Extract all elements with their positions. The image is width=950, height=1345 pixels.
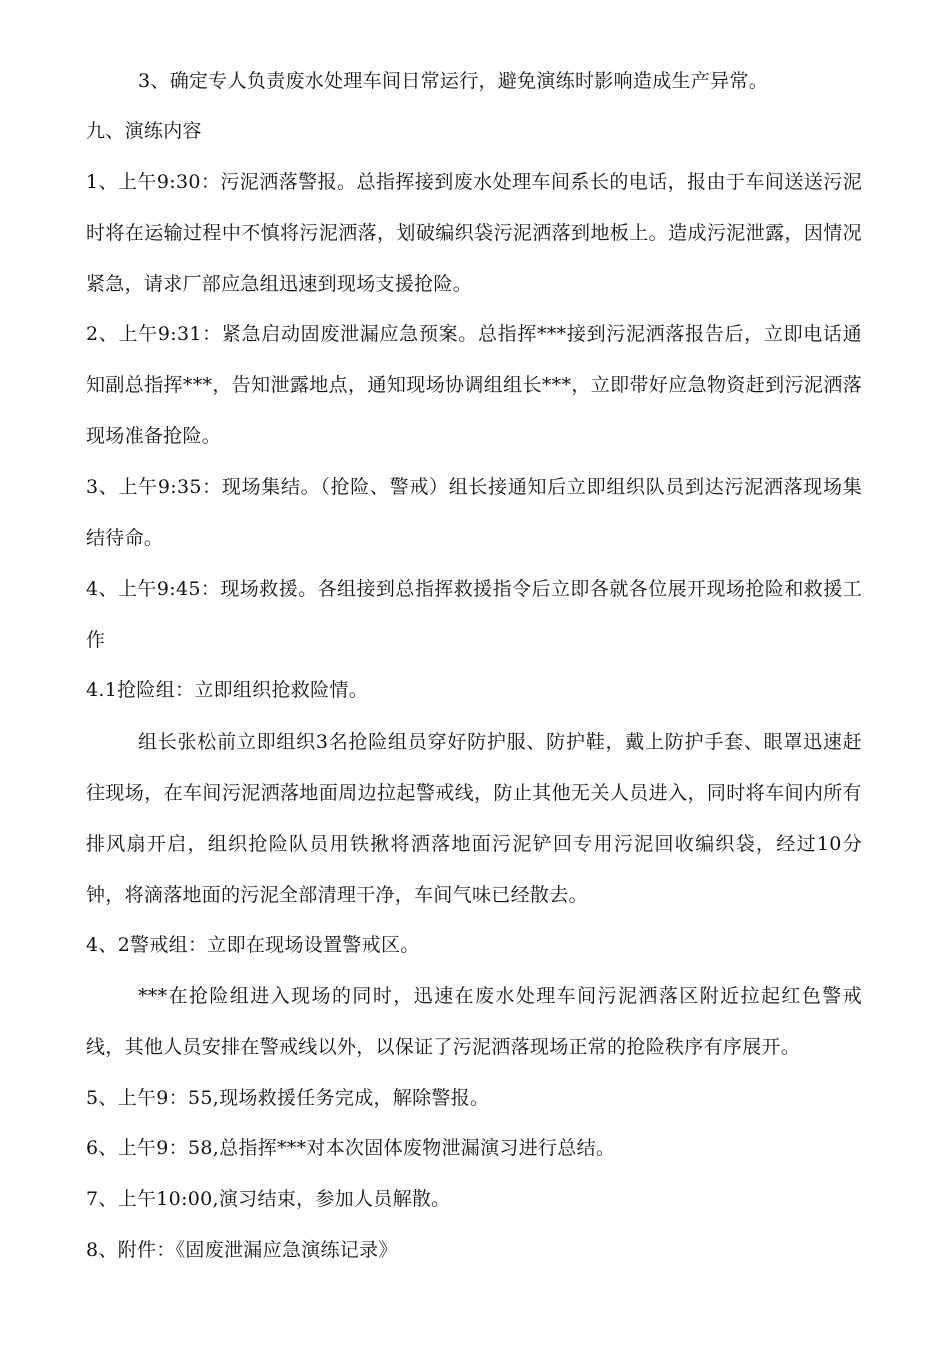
paragraph-item-2: 2、上午9:31：紧急启动固废泄漏应急预案。总指挥***接到污泥洒落报告后，立即电话通知副总指挥***，告知泄露地点，通知现场协调组组长***，立即带好应急物资赶到污泥洒落现场准备抢险。 [86,323,862,447]
paragraph-item-3: 3、上午9:35：现场集结。（抢险、警戒）组长接通知后立即组织队员到达污泥洒落现场集结待命。 [86,476,862,549]
paragraph-item-4: 4、上午9:45：现场救援。各组接到总指挥救援指令后立即各就各位展开现场抢险和救援工作 [86,578,862,651]
paragraph-item-5: 5、上午9：55,现场救援任务完成，解除警报。 [86,1087,490,1109]
paragraph-rescue-group-detail: 组长张松前立即组织3名抢险组员穿好防护服、防护鞋，戴上防护手套、眼罩迅速赶往现场，在车间污泥洒落地面周边拉起警戒线，防止其他无关人员进入，同时将车间内所有排风扇开启，组织抢险队员用铁揪将洒落地面污泥铲回专用污泥回收编织袋，经过10分钟，将滴落地面的污泥全部清理干净，车间气味已经散去。 [86,731,862,906]
paragraph-item-8-attachment: 8、附件：《固废泄漏应急演练记录》 [86,1239,398,1261]
paragraph-item-7: 7、上午10:00,演习结束，参加人员解散。 [86,1188,451,1210]
paragraph-alert-group-detail: ***在抢险组进入现场的同时，迅速在废水处理车间污泥洒落区附近拉起红色警戒线，其他人员安排在警戒线以外，以保证了污泥洒落现场正常的抢险秩序有序展开。 [86,985,862,1058]
subheading-alert-group: 4、2警戒组：立即在现场设置警戒区。 [86,934,420,956]
paragraph-ensure-staff: 3、确定专人负责废水处理车间日常运行，避免演练时影响造成生产异常。 [138,70,768,92]
section-heading-drill-content: 九、演练内容 [86,120,202,142]
subheading-rescue-group: 4.1抢险组：立即组织抢救险情。 [86,679,369,701]
paragraph-item-1: 1、上午9:30：污泥洒落警报。总指挥接到废水处理车间系长的电话，报由于车间送送污泥时将在运输过程中不慎将污泥洒落，划破编织袋污泥洒落到地板上。造成污泥泄露，因情况紧急，请求厂部应急组迅速到现场支援抢险。 [86,171,862,295]
paragraph-item-6: 6、上午9：58,总指挥***对本次固体废物泄漏演习进行总结。 [86,1137,616,1159]
